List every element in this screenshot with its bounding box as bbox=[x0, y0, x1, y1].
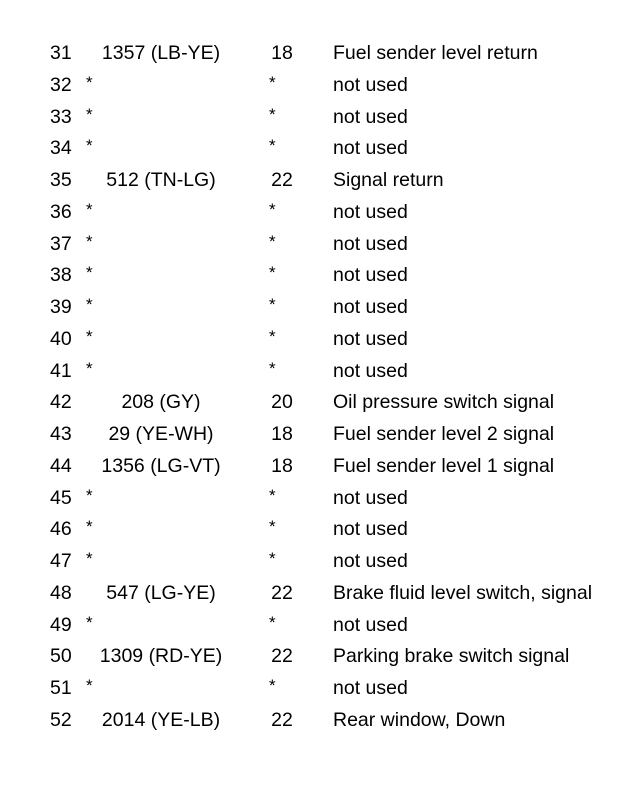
pin-number: 33 bbox=[50, 105, 72, 128]
table-row bbox=[0, 165, 640, 197]
wire-gauge: 18 bbox=[271, 454, 293, 477]
circuit-code: * bbox=[86, 295, 93, 314]
circuit-code: 1309 (RD-YE) bbox=[99, 645, 223, 668]
circuit-function: Signal return bbox=[333, 169, 444, 191]
pin-number: 49 bbox=[50, 613, 72, 636]
circuit-function: not used bbox=[333, 518, 408, 541]
table-row bbox=[0, 70, 640, 102]
circuit-code: * bbox=[86, 104, 93, 124]
table-row bbox=[0, 610, 640, 642]
circuit-function: Fuel sender level return bbox=[333, 42, 538, 64]
wire-gauge: * bbox=[269, 326, 276, 346]
circuit-code: * bbox=[86, 326, 93, 346]
wire-gauge: * bbox=[269, 72, 276, 92]
circuit-function: not used bbox=[333, 73, 408, 96]
table-row bbox=[0, 641, 640, 673]
pin-number: 41 bbox=[50, 359, 72, 382]
circuit-code: * bbox=[86, 517, 93, 537]
circuit-function: not used bbox=[333, 232, 408, 255]
pin-number: 52 bbox=[50, 708, 72, 731]
wire-gauge: * bbox=[269, 104, 276, 124]
circuit-code: * bbox=[86, 136, 93, 156]
circuit-code: 1356 (LG-VT) bbox=[101, 454, 221, 477]
wire-gauge: * bbox=[269, 199, 276, 219]
circuit-function: Oil pressure switch signal bbox=[333, 391, 555, 414]
pin-number: 37 bbox=[50, 232, 72, 255]
pin-number: 34 bbox=[50, 137, 72, 160]
circuit-code: 1357 (LB-YE) bbox=[101, 42, 221, 64]
table-row bbox=[0, 133, 640, 165]
table-row bbox=[0, 673, 640, 705]
pin-number: 35 bbox=[50, 169, 72, 191]
circuit-code: 208 (GY) bbox=[121, 391, 201, 414]
table-row bbox=[0, 483, 640, 515]
pinout-table bbox=[0, 38, 640, 737]
circuit-function: not used bbox=[333, 677, 408, 699]
pin-number: 45 bbox=[50, 486, 72, 509]
circuit-code: * bbox=[86, 612, 93, 632]
circuit-code: 547 (LG-YE) bbox=[106, 581, 216, 604]
table-row bbox=[0, 229, 640, 261]
wire-gauge: * bbox=[269, 676, 276, 695]
pin-number: 44 bbox=[50, 454, 72, 477]
pin-number: 42 bbox=[50, 391, 72, 414]
table-row bbox=[0, 514, 640, 546]
circuit-function: not used bbox=[333, 327, 408, 350]
table-row bbox=[0, 292, 640, 324]
wire-gauge: * bbox=[269, 263, 276, 283]
table-row bbox=[0, 387, 640, 419]
wire-gauge: * bbox=[269, 295, 276, 314]
pin-number: 48 bbox=[50, 581, 72, 604]
table-row bbox=[0, 102, 640, 134]
wire-gauge: 18 bbox=[271, 423, 293, 445]
pin-number: 40 bbox=[50, 327, 72, 350]
circuit-function: not used bbox=[333, 105, 408, 128]
circuit-code: 29 (YE-WH) bbox=[108, 423, 214, 445]
pin-number: 47 bbox=[50, 550, 72, 572]
wire-gauge: * bbox=[269, 231, 276, 251]
wire-gauge: * bbox=[269, 549, 276, 568]
pin-number: 46 bbox=[50, 518, 72, 541]
wire-gauge: 22 bbox=[271, 645, 293, 668]
wire-gauge: 20 bbox=[271, 391, 293, 414]
pin-number: 38 bbox=[50, 264, 72, 287]
circuit-code: * bbox=[86, 263, 93, 283]
wire-gauge: 18 bbox=[271, 42, 293, 64]
circuit-function: not used bbox=[333, 550, 408, 572]
pin-number: 43 bbox=[50, 423, 72, 445]
circuit-function: not used bbox=[333, 486, 408, 509]
table-row bbox=[0, 705, 640, 737]
table-row bbox=[0, 324, 640, 356]
wire-gauge: * bbox=[269, 612, 276, 632]
pin-number: 32 bbox=[50, 73, 72, 96]
table-row bbox=[0, 419, 640, 451]
circuit-function: not used bbox=[333, 137, 408, 160]
table-row bbox=[0, 578, 640, 610]
table-row bbox=[0, 197, 640, 229]
circuit-code: * bbox=[86, 199, 93, 219]
circuit-code: * bbox=[86, 72, 93, 92]
wire-gauge: * bbox=[269, 358, 276, 378]
pin-number: 31 bbox=[50, 42, 72, 64]
circuit-function: Parking brake switch signal bbox=[333, 645, 570, 668]
circuit-function: not used bbox=[333, 296, 408, 318]
circuit-function: not used bbox=[333, 613, 408, 636]
pin-number: 36 bbox=[50, 200, 72, 223]
wire-gauge: * bbox=[269, 485, 276, 505]
wire-gauge: 22 bbox=[271, 169, 293, 191]
table-row bbox=[0, 546, 640, 578]
circuit-code: 2014 (YE-LB) bbox=[101, 708, 221, 731]
circuit-function: Brake fluid level switch, signal bbox=[333, 581, 593, 604]
circuit-code: 512 (TN-LG) bbox=[106, 169, 216, 191]
circuit-code: * bbox=[86, 358, 93, 378]
table-row bbox=[0, 451, 640, 483]
pin-number: 50 bbox=[50, 645, 72, 668]
circuit-function: Fuel sender level 1 signal bbox=[333, 454, 555, 477]
circuit-function: not used bbox=[333, 359, 408, 382]
wire-gauge: * bbox=[269, 517, 276, 537]
circuit-code: * bbox=[86, 676, 93, 695]
table-row bbox=[0, 356, 640, 388]
table-row bbox=[0, 38, 640, 70]
circuit-function: not used bbox=[333, 200, 408, 223]
circuit-code: * bbox=[86, 549, 93, 568]
circuit-code: * bbox=[86, 485, 93, 505]
circuit-code: * bbox=[86, 231, 93, 251]
table-row bbox=[0, 260, 640, 292]
pin-number: 39 bbox=[50, 296, 72, 318]
circuit-function: Fuel sender level 2 signal bbox=[333, 423, 555, 445]
wire-gauge: 22 bbox=[271, 708, 293, 731]
wire-gauge: 22 bbox=[271, 581, 293, 604]
circuit-function: Rear window, Down bbox=[333, 708, 506, 731]
circuit-function: not used bbox=[333, 264, 408, 287]
pin-number: 51 bbox=[50, 677, 72, 699]
wire-gauge: * bbox=[269, 136, 276, 156]
